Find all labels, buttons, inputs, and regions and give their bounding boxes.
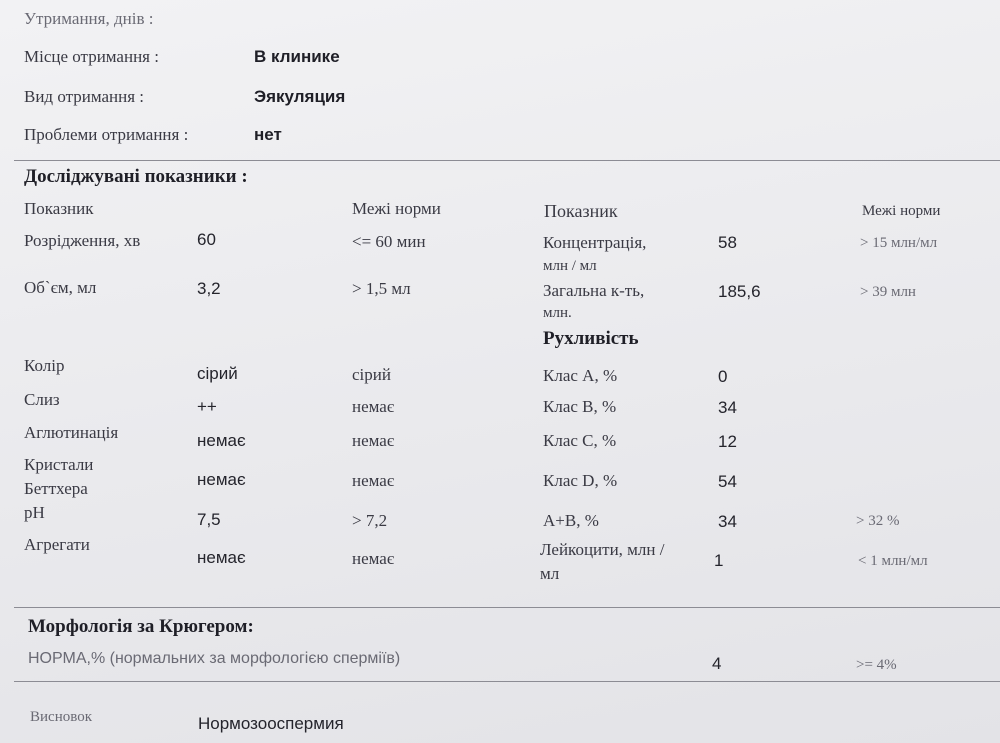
row-norm: немає (352, 471, 395, 490)
row-label: Беттхера (24, 479, 88, 498)
row-label: Колір (24, 356, 65, 375)
row-label: Розрідження, хв (24, 231, 141, 250)
row-value: немає (197, 470, 246, 489)
row-value: немає (197, 548, 246, 567)
row-norm: < 1 млн/мл (858, 553, 928, 569)
row-label: Лейкоцити, млн / (540, 540, 665, 559)
row-label: A+B, % (543, 511, 599, 530)
conclusion-label: Висновок (30, 709, 92, 725)
row-label: Клас D, % (543, 471, 618, 490)
row-value: немає (197, 431, 246, 450)
row-value: ++ (197, 397, 217, 416)
abstinence-days-label: Утримання, днів : (24, 9, 154, 28)
row-value: 0 (718, 367, 728, 386)
row-norm: сірий (352, 365, 391, 384)
divider (14, 160, 1000, 161)
row-label: Концентрація, (543, 233, 647, 252)
collection-place-label: Місце отримання : (24, 47, 159, 66)
conclusion-value: Нормозооспермия (198, 714, 344, 733)
collection-method-label: Вид отримання : (24, 87, 145, 106)
left-header-indicator: Показник (24, 199, 94, 218)
collection-method-value: Эякуляция (254, 87, 346, 106)
row-value: 12 (718, 432, 737, 451)
row-label: млн. (543, 305, 572, 321)
row-label: Загальна к-ть, (543, 281, 645, 300)
section-title-morphology: Морфологія за Крюгером: (28, 616, 254, 637)
collection-problems-label: Проблеми отримання : (24, 125, 189, 144)
motility-heading: Рухливість (543, 328, 639, 349)
row-value: 1 (714, 551, 724, 570)
row-label: Об`єм, мл (24, 278, 97, 297)
row-value: 4 (712, 654, 722, 673)
collection-place-value: В клинике (254, 47, 340, 66)
row-norm: > 15 млн/мл (860, 235, 938, 251)
divider (14, 607, 1000, 608)
row-value: 34 (718, 398, 737, 417)
row-norm: немає (352, 431, 395, 450)
row-norm: > 7,2 (352, 511, 388, 530)
row-value: 54 (718, 472, 737, 491)
collection-problems-value: нет (254, 125, 282, 144)
row-value: 3,2 (197, 279, 221, 298)
right-header-norm: Межі норми (862, 203, 941, 219)
row-value: 58 (718, 233, 737, 252)
left-header-norm: Межі норми (352, 199, 441, 218)
section-title-indicators: Досліджувані показники : (24, 166, 248, 187)
row-value: 7,5 (197, 510, 221, 529)
row-label: pH (24, 503, 45, 522)
row-label: Клас В, % (543, 397, 617, 416)
row-norm: немає (352, 549, 395, 568)
row-value: 60 (197, 230, 216, 249)
row-label: Клас А, % (543, 366, 618, 385)
row-label: млн / мл (543, 258, 597, 274)
row-label: Слиз (24, 390, 60, 409)
row-value: 185,6 (718, 282, 761, 301)
row-value: 34 (718, 512, 737, 531)
row-label: Агрегати (24, 535, 90, 554)
row-label: мл (540, 564, 560, 583)
row-label: Кристали (24, 455, 94, 474)
row-norm: > 39 млн (860, 284, 916, 300)
row-norm: > 32 % (856, 513, 900, 529)
right-header-indicator: Показник (544, 201, 618, 221)
row-label: Аглютинація (24, 423, 119, 442)
divider (14, 681, 1000, 682)
row-norm: немає (352, 397, 395, 416)
row-value: сірий (197, 364, 238, 383)
row-label: Клас С, % (543, 431, 617, 450)
row-norm: > 1,5 мл (352, 279, 411, 298)
row-norm: <= 60 мин (352, 232, 426, 251)
row-norm: >= 4% (856, 657, 897, 673)
row-label: НОРМА,% (нормальних за морфологією сперміїв) (28, 650, 401, 667)
